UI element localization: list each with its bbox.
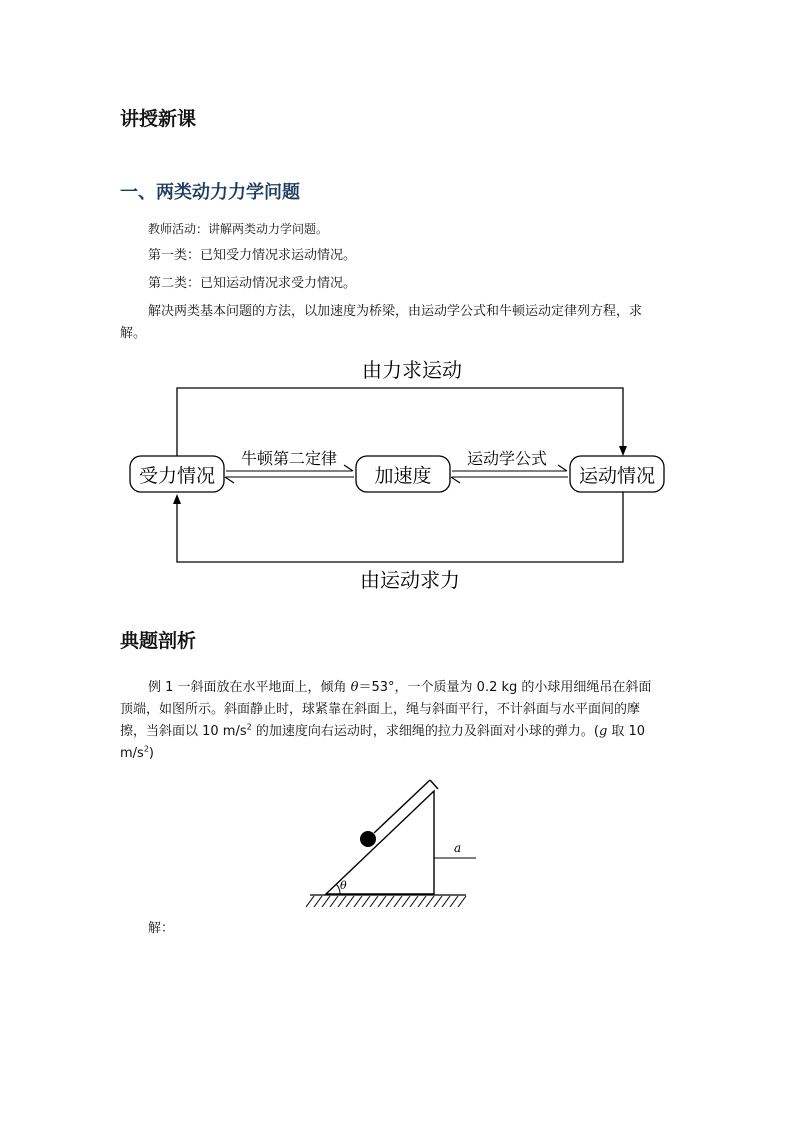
box-acceleration-label: 加速度 — [374, 465, 432, 487]
bottom-loop-line — [177, 492, 623, 562]
arrow-left-forward-head — [344, 465, 353, 471]
incline-figure — [306, 765, 476, 915]
problem-type-one: 第一类：已知受力情况求运动情况。 — [148, 248, 357, 263]
method-line-1: 解决两类基本问题的方法，以加速度为桥梁，由运动学公式和牛顿运动定律列方程，求 — [148, 304, 643, 319]
section-title-dynamics-problems: 一、两类动力力学问题 — [120, 182, 300, 203]
example-line-3-a: 擦，当斜面以 10 m/s — [120, 724, 247, 739]
example-g-symbol: g — [598, 724, 608, 739]
newton-second-law-label: 牛顿第二定律 — [240, 449, 338, 468]
example-line-2: 顶端，如图所示。斜面静止时，球紧靠在斜面上，绳与斜面平行，不计斜面与水平面间的摩 — [120, 702, 641, 717]
example-line-3 — [120, 721, 680, 743]
kinematics-formula-label: 运动学公式 — [466, 449, 548, 468]
example-superscript-b: 2 — [143, 744, 149, 754]
example-theta-symbol: θ — [350, 680, 359, 695]
example-line-4-b: ) — [148, 746, 154, 761]
arrow-right-back-head — [451, 477, 460, 483]
section-title-lecture: 讲授新课 — [120, 108, 197, 130]
box-motion-situation-label: 运动情况 — [578, 465, 656, 487]
acceleration-label: a — [454, 841, 462, 855]
example-line-3-b: 的加速度向右运动时，求细绳的拉力及斜面对小球的弹力。( — [251, 724, 599, 739]
example-line-4-a: m/s — [120, 746, 144, 761]
top-loop-arrowhead — [619, 446, 627, 456]
section-title-examples: 典题剖析 — [120, 630, 197, 652]
example-line-1-b: ＝53°，一个质量为 0.2 kg 的小球用细绳吊在斜面 — [358, 680, 652, 695]
rope-hook — [430, 780, 438, 789]
box-force-situation-label: 受力情况 — [138, 465, 216, 487]
teacher-activity: 教师活动：讲解两类动力学问题。 — [148, 222, 329, 236]
method-line-2: 解。 — [120, 326, 147, 341]
problem-type-two: 第二类：已知运动情况求受力情况。 — [148, 276, 357, 291]
arrow-right-forward-head — [558, 465, 567, 471]
solution-label: 解： — [148, 921, 175, 936]
bottom-loop-label: 由运动求力 — [360, 568, 460, 592]
ball — [360, 831, 376, 847]
ground-hatching — [306, 896, 466, 907]
top-loop-line — [177, 388, 623, 458]
example-line-3-c: 取 10 — [607, 724, 646, 739]
example-superscript-a: 2 — [246, 722, 252, 732]
rope — [374, 780, 430, 833]
example-line-1 — [120, 677, 680, 699]
bottom-loop-arrowhead — [173, 494, 181, 504]
dynamics-flow-diagram — [120, 350, 680, 600]
angle-label: θ — [340, 879, 347, 892]
example-line-1-a: 例 1 一斜面放在水平地面上，倾角 — [148, 680, 351, 695]
example-line-4 — [120, 743, 680, 765]
top-loop-label: 由力求运动 — [362, 358, 462, 382]
arrow-left-back-head — [225, 477, 234, 483]
